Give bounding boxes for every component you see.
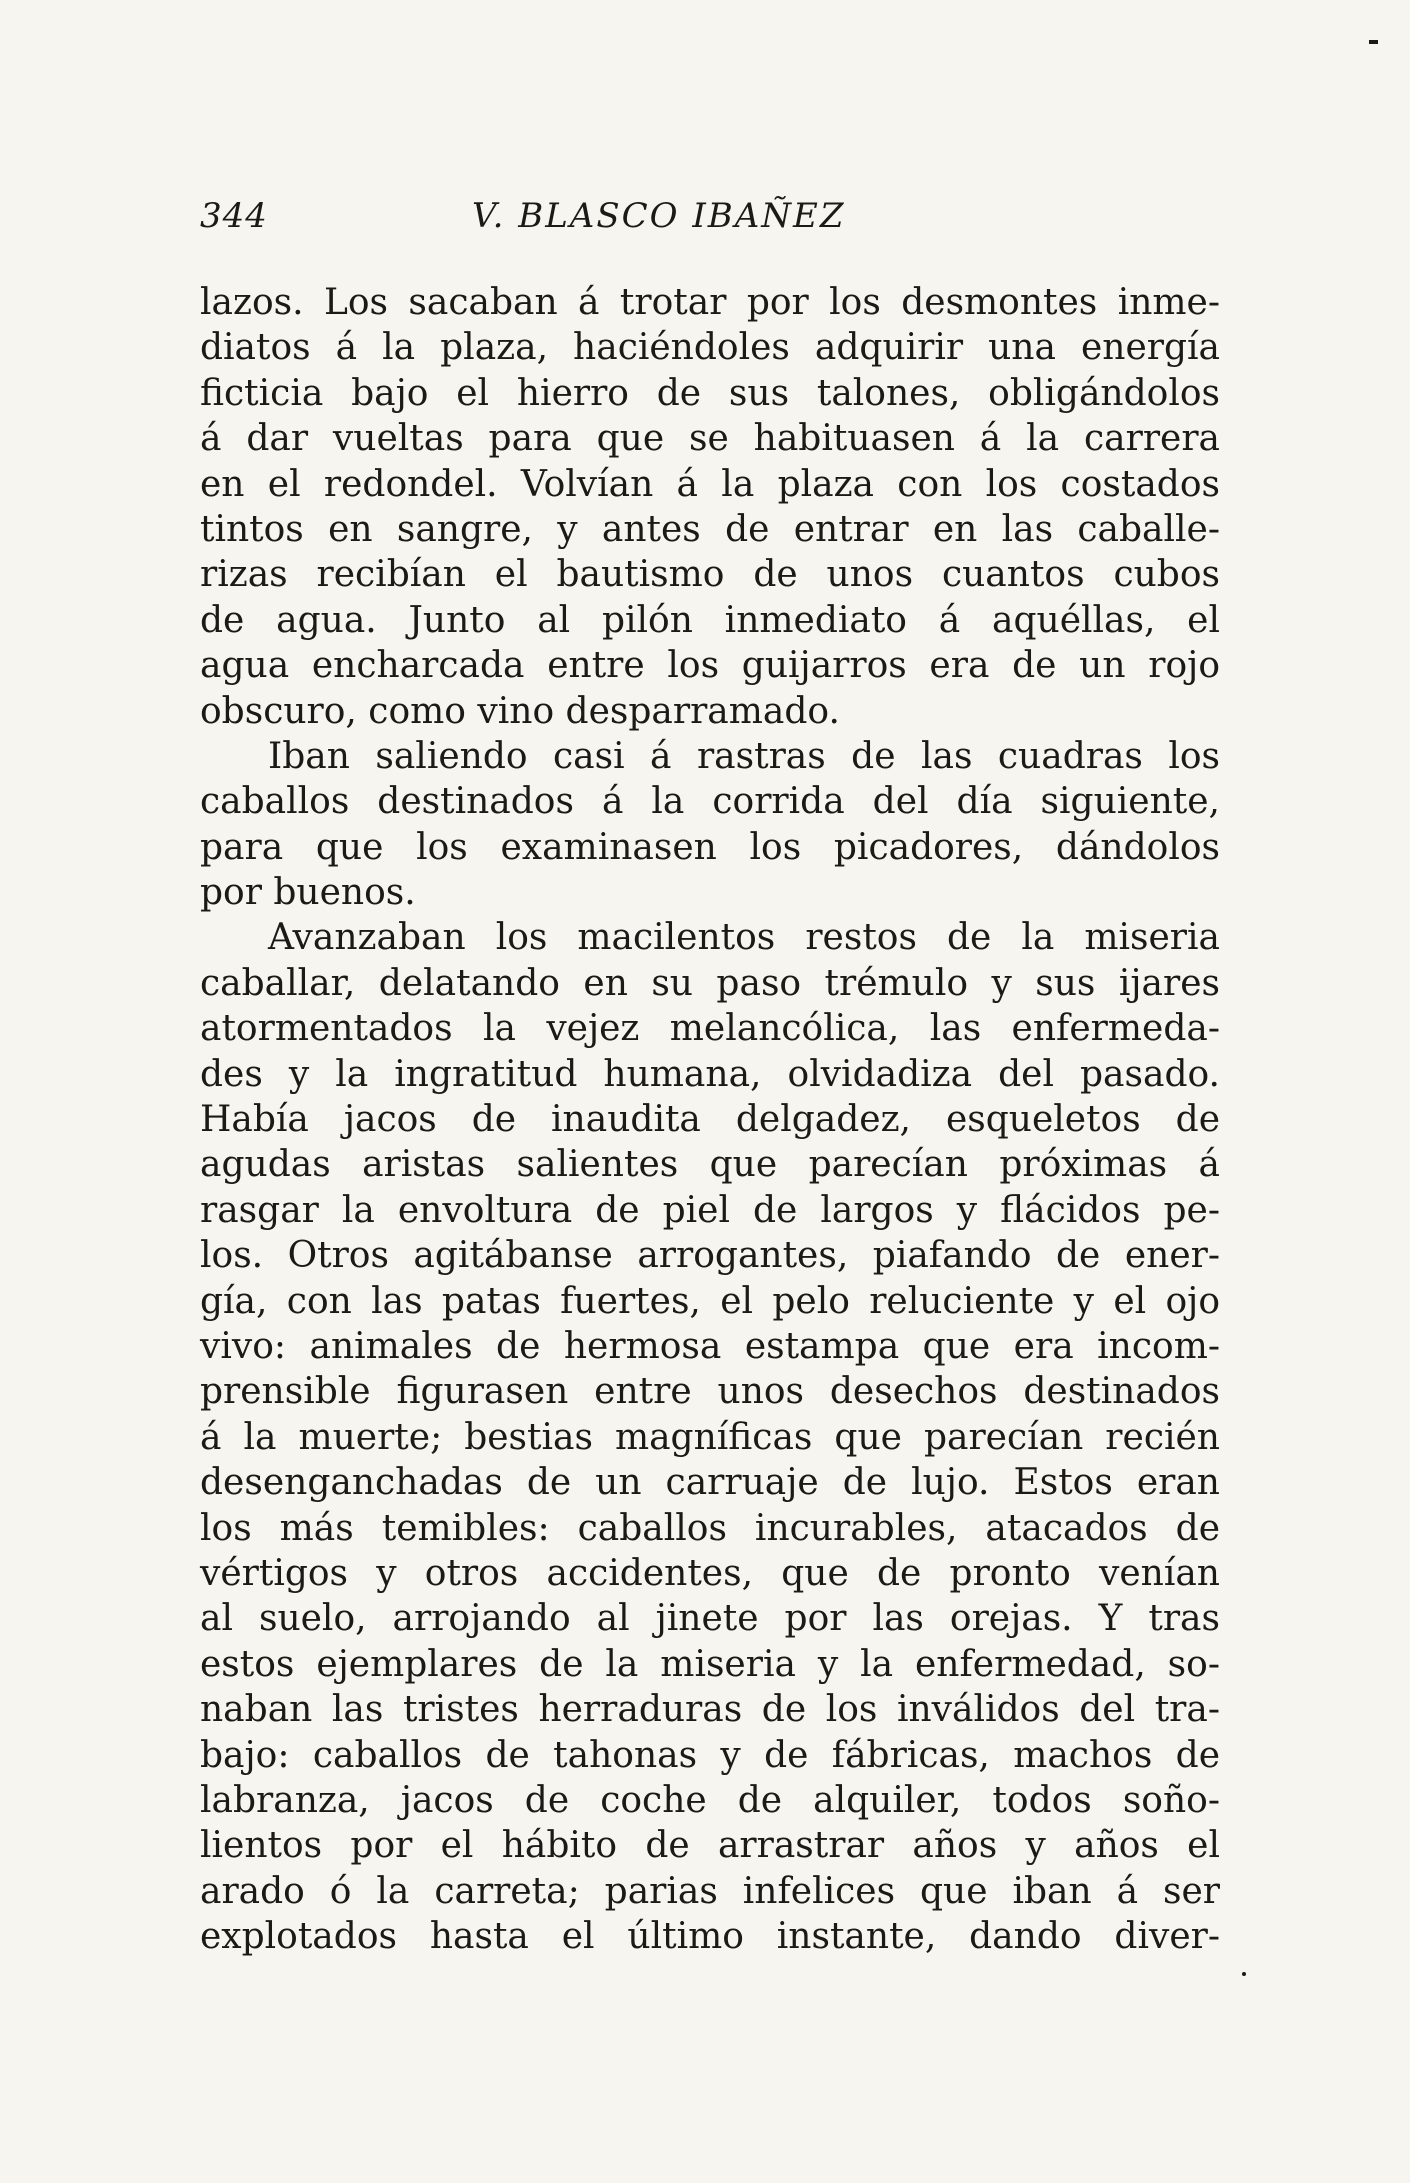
text-line: caballar, delatando en su paso trémulo y sus ijares [200, 962, 1220, 1004]
text-line: arado ó la carreta; parias infelices que iban á ser [200, 1870, 1220, 1912]
text-line: des y la ingratitud humana, olvidadiza del pasado. [200, 1053, 1220, 1095]
text-line: Había jacos de inaudita delgadez, esqueletos de [200, 1099, 1220, 1141]
text-line: á dar vueltas para que se habituasen á la carrera [200, 418, 1220, 460]
text-line: prensible figurasen entre unos desechos destinados [200, 1371, 1220, 1413]
page-body [200, 280, 1220, 1959]
page-number: 344 [200, 196, 268, 236]
text-line: los. Otros agitábanse arrogantes, piafando de ener- [200, 1235, 1220, 1277]
text-line: bajo: caballos de tahonas y de fábricas, machos de [200, 1734, 1220, 1776]
paragraph [200, 734, 1220, 916]
text-line: los más temibles: caballos incurables, atacados de [200, 1507, 1220, 1549]
scan-mark [1369, 40, 1378, 44]
text-line: gía, con las patas fuertes, el pelo reluciente y el ojo [200, 1280, 1220, 1322]
text-line: rizas recibían el bautismo de unos cuantos cubos [200, 554, 1220, 596]
text-line: vivo: animales de hermosa estampa que era incom- [200, 1325, 1220, 1367]
text-line: Avanzaban los macilentos restos de la miseria [268, 917, 1220, 959]
text-line: caballos destinados á la corrida del día siguiente, [200, 781, 1220, 823]
text-line: lientos por el hábito de arrastrar años y años el [200, 1825, 1220, 1867]
text-line: á la muerte; bestias magníficas que parecían recién [200, 1416, 1220, 1458]
text-line: rasgar la envoltura de piel de largos y flácidos pe- [200, 1189, 1220, 1231]
text-line: Iban saliendo casi á rastras de las cuadras los [268, 735, 1220, 777]
text-line: tintos en sangre, y antes de entrar en las caballe- [200, 508, 1220, 550]
text-line: en el redondel. Volvían á la plaza con los costados [200, 463, 1220, 505]
text-line: ficticia bajo el hierro de sus talones, obligándolos [200, 372, 1220, 414]
text-line: lazos. Los sacaban á trotar por los desmontes inme- [200, 282, 1220, 323]
scan-speck [1242, 1972, 1246, 1976]
text-line: obscuro, como vino desparramado. [200, 690, 840, 732]
text-line: desenganchadas de un carruaje de lujo. Estos eran [200, 1462, 1220, 1504]
text-line: de agua. Junto al pilón inmediato á aquéllas, el [200, 599, 1220, 641]
running-title: V. BLASCO IBAÑEZ [472, 196, 846, 236]
text-line: diatos á la plaza, haciéndoles adquirir una energía [200, 327, 1220, 369]
text-line: al suelo, arrojando al jinete por las orejas. Y tras [200, 1598, 1220, 1640]
text-line: agudas aristas salientes que parecían próximas á [200, 1144, 1220, 1186]
text-line: agua encharcada entre los guijarros era de un rojo [200, 645, 1220, 687]
running-header [200, 196, 1220, 246]
paragraph [200, 280, 1220, 734]
text-line: para que los examinasen los picadores, dándolos [200, 826, 1220, 868]
text-line: estos ejemplares de la miseria y la enfermedad, so- [200, 1643, 1220, 1685]
text-line: naban las tristes herraduras de los inválidos del tra- [200, 1689, 1220, 1731]
text-line: explotados hasta el último instante, dando diver- [200, 1916, 1220, 1958]
text-line: por buenos. [200, 872, 416, 914]
text-line: vértigos y otros accidentes, que de pronto venían [200, 1552, 1220, 1594]
text-line: labranza, jacos de coche de alquiler, todos soño- [200, 1779, 1220, 1821]
text-line: atormentados la vejez melancólica, las enfermeda- [200, 1008, 1220, 1050]
paragraph [200, 915, 1220, 1959]
